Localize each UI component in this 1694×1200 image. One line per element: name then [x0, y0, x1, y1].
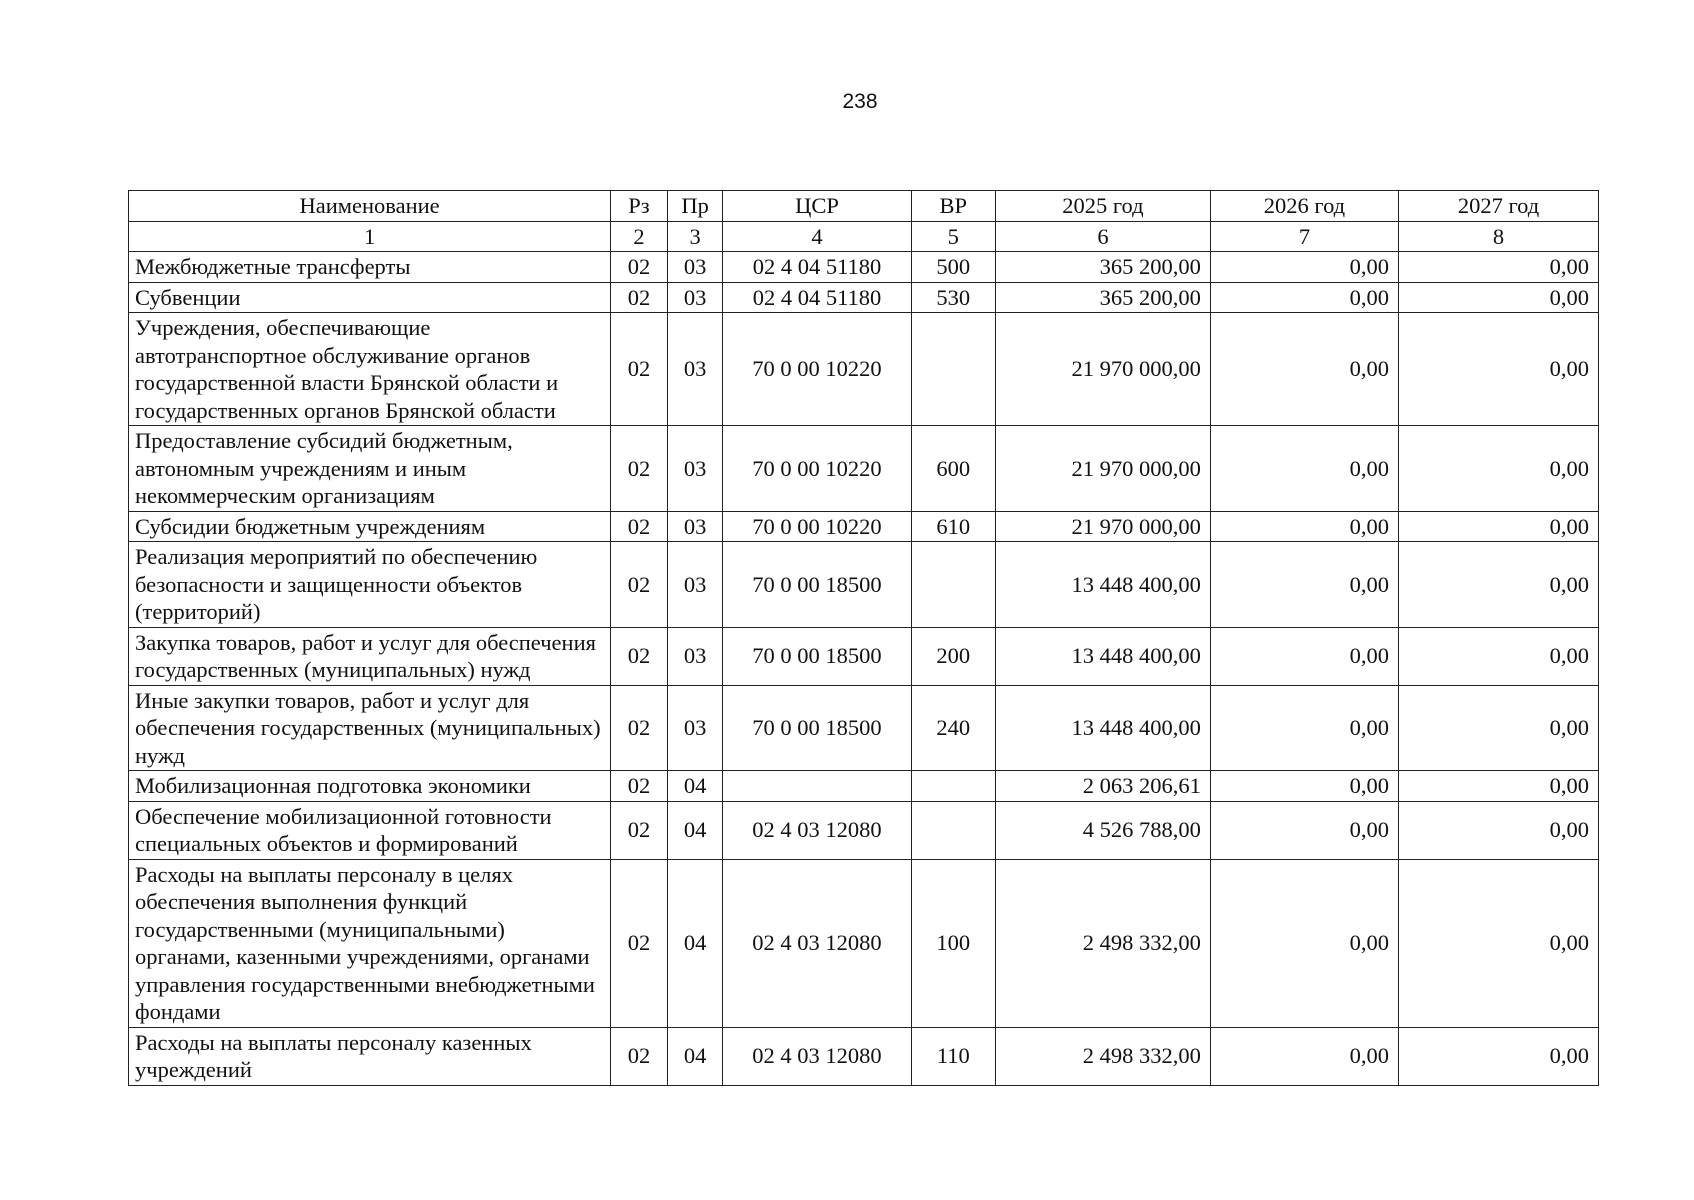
row-amount-2025: 21 970 000,00 — [996, 313, 1211, 426]
row-csr: 02 4 04 51180 — [723, 252, 911, 283]
table-row — [129, 511, 1599, 542]
row-vr — [911, 801, 995, 859]
row-rz: 02 — [611, 801, 668, 859]
row-rz: 02 — [611, 511, 668, 542]
row-rz: 02 — [611, 771, 668, 802]
header-pr: Пр — [667, 191, 723, 222]
row-pr: 04 — [667, 801, 723, 859]
column-number: 7 — [1210, 221, 1398, 252]
row-amount-2026: 0,00 — [1210, 542, 1398, 628]
row-amount-2027: 0,00 — [1399, 685, 1599, 771]
row-csr: 70 0 00 10220 — [723, 313, 911, 426]
row-name: Предоставление субсидий бюджетным, автономным учреждениям и иным некоммерческим организациям — [129, 426, 611, 512]
row-amount-2027: 0,00 — [1399, 511, 1599, 542]
row-pr: 03 — [667, 511, 723, 542]
row-rz: 02 — [611, 859, 668, 1027]
row-amount-2025: 21 970 000,00 — [996, 511, 1211, 542]
row-name: Субвенции — [129, 282, 611, 313]
row-amount-2027: 0,00 — [1399, 771, 1599, 802]
column-number: 3 — [667, 221, 723, 252]
row-pr: 03 — [667, 282, 723, 313]
row-vr: 200 — [911, 627, 995, 685]
row-csr: 70 0 00 18500 — [723, 542, 911, 628]
row-csr: 70 0 00 18500 — [723, 685, 911, 771]
row-amount-2027: 0,00 — [1399, 627, 1599, 685]
header-2027: 2027 год — [1399, 191, 1599, 222]
row-name: Мобилизационная подготовка экономики — [129, 771, 611, 802]
column-number: 1 — [129, 221, 611, 252]
page-number: 238 — [842, 90, 878, 113]
row-amount-2025: 2 498 332,00 — [996, 859, 1211, 1027]
row-vr: 600 — [911, 426, 995, 512]
row-amount-2027: 0,00 — [1399, 313, 1599, 426]
header-name: Наименование — [129, 191, 611, 222]
row-rz: 02 — [611, 542, 668, 628]
row-pr: 03 — [667, 313, 723, 426]
row-amount-2026: 0,00 — [1210, 685, 1398, 771]
column-number: 2 — [611, 221, 668, 252]
table-row — [129, 282, 1599, 313]
row-name: Реализация мероприятий по обеспечению безопасности и защищенности объектов (территорий) — [129, 542, 611, 628]
column-number: 8 — [1399, 221, 1599, 252]
row-amount-2025: 13 448 400,00 — [996, 542, 1211, 628]
row-pr: 03 — [667, 685, 723, 771]
row-name: Закупка товаров, работ и услуг для обеспечения государственных (муниципальных) нужд — [129, 627, 611, 685]
header-row — [129, 191, 1599, 222]
column-number: 4 — [723, 221, 911, 252]
table-row — [129, 771, 1599, 802]
row-amount-2026: 0,00 — [1210, 511, 1398, 542]
row-vr: 500 — [911, 252, 995, 283]
row-amount-2026: 0,00 — [1210, 252, 1398, 283]
column-number: 6 — [996, 221, 1211, 252]
table-row — [129, 426, 1599, 512]
row-amount-2027: 0,00 — [1399, 859, 1599, 1027]
row-name: Расходы на выплаты персоналу казенных учреждений — [129, 1027, 611, 1085]
row-amount-2025: 4 526 788,00 — [996, 801, 1211, 859]
row-amount-2026: 0,00 — [1210, 1027, 1398, 1085]
table-row — [129, 685, 1599, 771]
row-amount-2025: 13 448 400,00 — [996, 627, 1211, 685]
row-vr: 110 — [911, 1027, 995, 1085]
table-row — [129, 252, 1599, 283]
row-amount-2025: 2 063 206,61 — [996, 771, 1211, 802]
row-amount-2026: 0,00 — [1210, 801, 1398, 859]
row-vr — [911, 542, 995, 628]
row-csr: 02 4 03 12080 — [723, 859, 911, 1027]
row-amount-2026: 0,00 — [1210, 426, 1398, 512]
row-pr: 03 — [667, 542, 723, 628]
row-vr: 100 — [911, 859, 995, 1027]
row-csr: 02 4 03 12080 — [723, 1027, 911, 1085]
header-vr: ВР — [911, 191, 995, 222]
row-amount-2026: 0,00 — [1210, 859, 1398, 1027]
row-amount-2025: 13 448 400,00 — [996, 685, 1211, 771]
row-amount-2026: 0,00 — [1210, 313, 1398, 426]
row-rz: 02 — [611, 1027, 668, 1085]
row-rz: 02 — [611, 282, 668, 313]
row-amount-2025: 2 498 332,00 — [996, 1027, 1211, 1085]
row-pr: 03 — [667, 627, 723, 685]
header-2025: 2025 год — [996, 191, 1211, 222]
row-amount-2027: 0,00 — [1399, 426, 1599, 512]
row-rz: 02 — [611, 313, 668, 426]
column-number-row — [129, 221, 1599, 252]
row-csr: 70 0 00 10220 — [723, 511, 911, 542]
row-vr — [911, 313, 995, 426]
row-amount-2025: 365 200,00 — [996, 282, 1211, 313]
row-name: Субсидии бюджетным учреждениям — [129, 511, 611, 542]
row-csr — [723, 771, 911, 802]
row-amount-2027: 0,00 — [1399, 542, 1599, 628]
row-vr: 240 — [911, 685, 995, 771]
header-csr: ЦСР — [723, 191, 911, 222]
table-row — [129, 627, 1599, 685]
row-csr: 70 0 00 18500 — [723, 627, 911, 685]
row-csr: 02 4 03 12080 — [723, 801, 911, 859]
table-row — [129, 542, 1599, 628]
row-amount-2027: 0,00 — [1399, 1027, 1599, 1085]
row-vr: 610 — [911, 511, 995, 542]
row-amount-2026: 0,00 — [1210, 771, 1398, 802]
row-rz: 02 — [611, 685, 668, 771]
row-amount-2027: 0,00 — [1399, 282, 1599, 313]
row-pr: 04 — [667, 859, 723, 1027]
budget-table — [128, 190, 1599, 1086]
row-name: Учреждения, обеспечивающие автотранспортное обслуживание органов государственной власти Брянской области и государственных органов Брянской области — [129, 313, 611, 426]
row-pr: 03 — [667, 426, 723, 512]
row-pr: 04 — [667, 1027, 723, 1085]
header-2026: 2026 год — [1210, 191, 1398, 222]
row-vr: 530 — [911, 282, 995, 313]
table-body — [129, 252, 1599, 1086]
row-amount-2027: 0,00 — [1399, 801, 1599, 859]
row-vr — [911, 771, 995, 802]
row-pr: 03 — [667, 252, 723, 283]
row-rz: 02 — [611, 627, 668, 685]
row-amount-2026: 0,00 — [1210, 627, 1398, 685]
row-name: Иные закупки товаров, работ и услуг для обеспечения государственных (муниципальных) нужд — [129, 685, 611, 771]
row-name: Расходы на выплаты персоналу в целях обеспечения выполнения функций государственными (муниципальными) органами, казенными учреждениями, органами управления государственными внебюджетными фондами — [129, 859, 611, 1027]
row-rz: 02 — [611, 426, 668, 512]
row-rz: 02 — [611, 252, 668, 283]
row-csr: 02 4 04 51180 — [723, 282, 911, 313]
row-amount-2025: 365 200,00 — [996, 252, 1211, 283]
table-row — [129, 313, 1599, 426]
column-number: 5 — [911, 221, 995, 252]
row-name: Межбюджетные трансферты — [129, 252, 611, 283]
table-row — [129, 1027, 1599, 1085]
header-rz: Рз — [611, 191, 668, 222]
row-amount-2027: 0,00 — [1399, 252, 1599, 283]
row-csr: 70 0 00 10220 — [723, 426, 911, 512]
row-amount-2025: 21 970 000,00 — [996, 426, 1211, 512]
row-pr: 04 — [667, 771, 723, 802]
table-row — [129, 859, 1599, 1027]
row-name: Обеспечение мобилизационной готовности специальных объектов и формирований — [129, 801, 611, 859]
table-row — [129, 801, 1599, 859]
row-amount-2026: 0,00 — [1210, 282, 1398, 313]
